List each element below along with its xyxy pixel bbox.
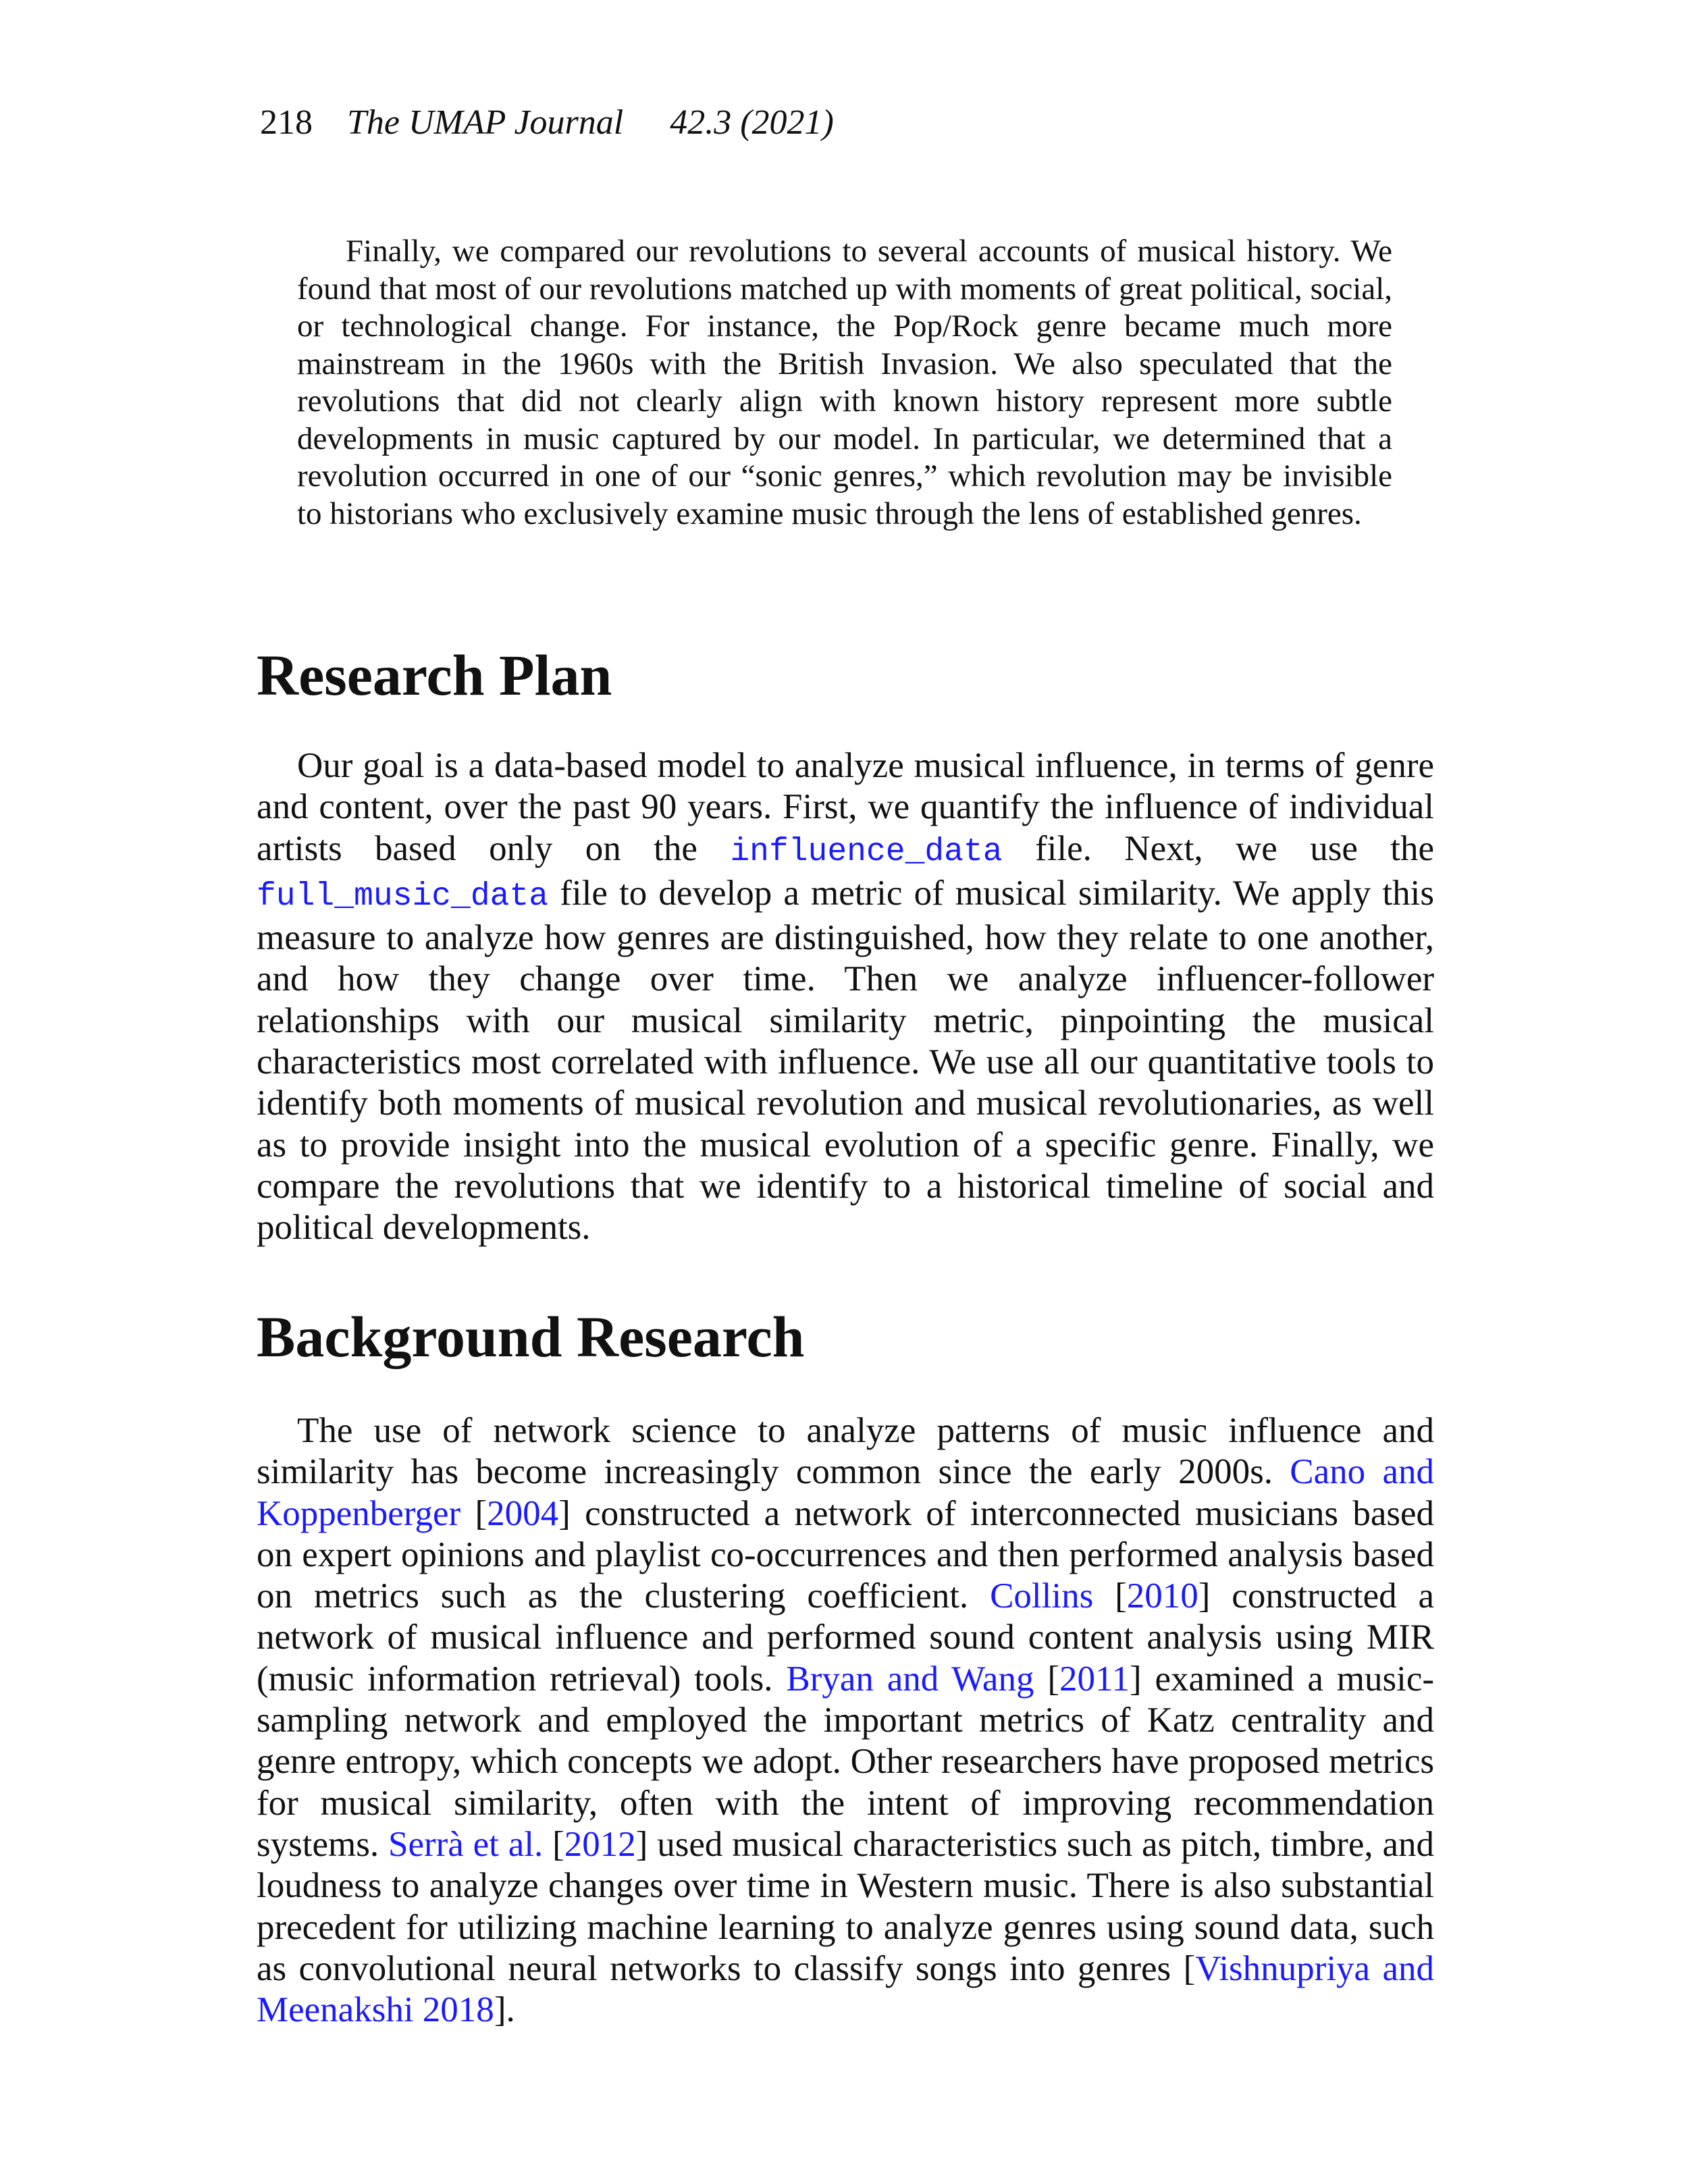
citation-year-link[interactable]: 2012: [564, 1824, 636, 1864]
running-head: [260, 103, 834, 143]
citation-link[interactable]: Bryan and Wang: [786, 1659, 1034, 1699]
research-plan-paragraph: [257, 745, 1434, 1249]
background-body: [257, 1410, 1434, 2031]
citation-link[interactable]: Cano and Koppenberger: [257, 1452, 1434, 1533]
code-full-music-data[interactable]: full_music_data: [257, 878, 549, 915]
text-run: used musical characteristics such as pitch, timbre, and loudness to analyze changes over time in Western music. There is also substantial precedent for utilizing machine learning to analyze genres using sound data, such as convolutional neural networks to classify songs into genres: [257, 1824, 1434, 1988]
code-influence-data[interactable]: influence_data: [730, 833, 1003, 870]
text-run: The use of network science to analyze patterns of music influence and similarity has become increasingly common since the early 2000s.: [257, 1411, 1434, 1492]
section-heading-background-research: Background Research: [257, 1304, 805, 1369]
abstract-paragraph: Finally, we compared our revolutions to several accounts of musical history. We found that most of our revolutions matched up with moments of great political, social, or technological change. For instance, the Pop/Rock genre became much more mainstream in the 1960s with the British Invasion. We also speculated that the revolutions that did not clearly align with known history represent more subtle developments in music captured by our model. In particular, we determined that a revolution occurred in one of our “sonic genres,” which revolution may be invisible to historians who exclusively examine music through the lens of established genres.: [297, 234, 1392, 531]
text-run: examined a music-sampling network and employed the important metrics of Katz centrality and genre entropy, which concepts we adopt. Other researchers have proposed metrics for musical similarity, often with the intent of improving recommendation systems.: [257, 1659, 1434, 1864]
text-run: Our goal is a data-based model to analyze musical influence, in terms of genre and content, over the past 90 years. First, we quantify the influence of individual artists based only on the: [257, 746, 1434, 868]
abstract-continuation: [297, 233, 1392, 533]
citation-year-link[interactable]: 2010: [1126, 1576, 1198, 1616]
citation-link[interactable]: Collins: [990, 1576, 1094, 1616]
journal-volume: 42.3 (2021): [670, 103, 834, 142]
journal-title: The UMAP Journal: [347, 103, 624, 142]
background-paragraph: The use of network science to analyze patterns of music influence and similarity has become increasingly common since the early 2000s. Cano and Koppenberger [2004] constructed a network of interconnected musicians based on expert opinions and playlist co-occurrences and then performed analysis based on metrics such as the clustering coefficient. Collins [2010] constructed a network of musical influence and performed sound content analysis using MIR (music information retrieval) tools. Bryan and Wang [2011] examined a music-sampling network and employed the important metrics of Katz centrality and genre entropy, which concepts we adopt. Other researchers have proposed metrics for musical similarity, often with the intent of improving recommendation systems. Serrà et al. [2012] used musical characteristics such as pitch, timbre, and loudness to analyze changes over time in Western music. There is also substantial precedent for utilizing machine learning to analyze genres using sound data, such as convolutional neural networks to classify songs into genres [Vishnupriya and Meenakshi 2018].: [257, 1411, 1434, 2030]
section-heading-research-plan: Research Plan: [257, 643, 612, 708]
text-run: constructed a network of interconnected musicians based on expert opinions and playlist co-occurrences and then performed analysis based on metrics such as the clustering coefficient.: [257, 1493, 1434, 1616]
page-number: 218: [260, 103, 313, 142]
citation-link[interactable]: Serrà et al.: [388, 1824, 544, 1864]
research-plan-body: [257, 745, 1434, 1249]
text-run: file to develop a metric of musical similarity. We apply this measure to analyze how genres are distinguished, how they relate to one another, and how they change over time. Then we analyze influencer-follower relationships with our musical similarity metric, pinpointing the musical characteristics most correlated with influence. We use all our quantitative tools to identify both moments of musical revolution and musical revolutionaries, as well as to provide insight into the musical evolution of a specific genre. Finally, we compare the revolutions that we identify to a historical timeline of social and political developments.: [257, 873, 1434, 1248]
text-run: constructed a network of musical influence and performed sound content analysis using MIR (music information retrieval) tools.: [257, 1576, 1434, 1699]
citation-year-link[interactable]: 2011: [1059, 1659, 1130, 1699]
text-run: file. Next, we use the: [1035, 828, 1435, 868]
citation-link[interactable]: Vishnupriya and Meenakshi 2018: [257, 1948, 1434, 2030]
citation-year-link[interactable]: 2004: [487, 1493, 559, 1533]
